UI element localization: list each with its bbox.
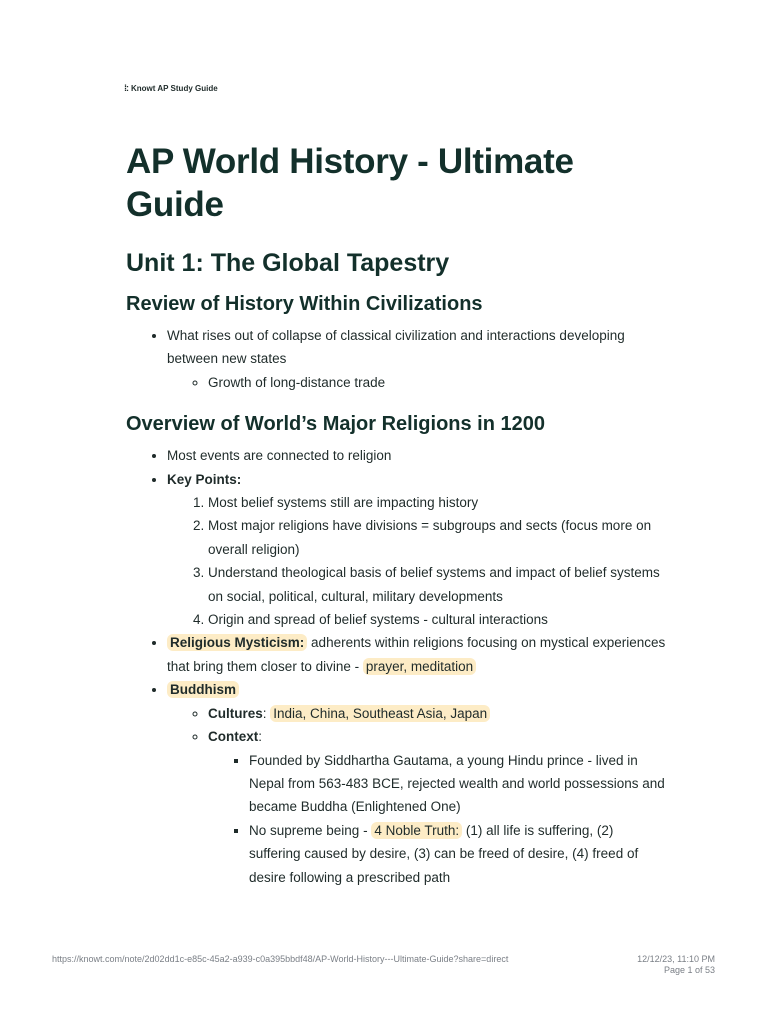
list-item: ◦ Growth of long-distance trade — [208, 371, 666, 394]
religions-list — [126, 444, 666, 889]
brand-label: Knowt AP Study Guide — [131, 83, 218, 93]
unit-heading: Unit 1: The Global Tapestry — [126, 249, 450, 277]
list-item: 4. Origin and spread of belief systems - cultural interactions — [208, 608, 666, 631]
cultures-value: India, China, Southeast Asia, Japan — [270, 705, 490, 722]
list-item: ▪ Founded by Siddhartha Gautama, a young Hindu prince - lived in Nepal from 563-483 BCE, rejected wealth and world possessions and became Buddha (Enlightened One) — [249, 749, 666, 819]
list-item — [167, 678, 666, 889]
buddhism-sublist — [167, 702, 666, 889]
knowt-logo-icon: ⁞: — [124, 83, 128, 93]
footer-datetime: 12/12/23, 11:10 PM — [637, 954, 715, 964]
review-sublist — [167, 371, 666, 394]
list-item: • Most events are connected to religion — [167, 444, 666, 467]
brand-header — [124, 83, 218, 93]
list-item: ▪ No supreme being - 4 Noble Truth: (1) all life is suffering, (2) suffering caused by desire, (3) can be freed of desire, (4) freed of desire following a prescribed path — [249, 819, 666, 889]
buddhism-label: Buddhism — [167, 681, 239, 698]
list-item — [167, 631, 666, 678]
list-item: 3. Understand theological basis of belief systems and impact of belief systems on social, political, cultural, military developments — [208, 561, 666, 608]
section-heading-religions: Overview of World’s Major Religions in 1200 — [126, 413, 546, 436]
noble-truth-highlight: 4 Noble Truth: — [371, 822, 462, 839]
list-item: ◦ Context: ▪ Founded by Siddhartha Gautama, a young Hindu prince - lived in Nepal from 563-483 BCE, rejected wealth and world possessions and became Buddha (Enlightened One) ▪ No supreme being - 4 Noble Truth: (1) all life is suffering, (2) suffering caused by desire, (3) can be freed of desire, (4) freed of desire following a prescribed path — [208, 725, 666, 889]
list-item: ◦ Cultures: India, China, Southeast Asia, Japan — [208, 702, 666, 725]
mysticism-highlight: prayer, meditation — [363, 658, 476, 675]
document-content — [126, 140, 666, 889]
list-item: • What rises out of collapse of classical civilization and interactions developing between new states ◦ Growth of long-distance trade — [167, 324, 666, 394]
list-item — [167, 468, 666, 632]
page-title: AP World History - Ultimate Guide — [126, 142, 574, 224]
mysticism-term: Religious Mysticism: — [167, 634, 307, 651]
key-points-list — [167, 491, 666, 631]
mysticism-text: adherents within religions focusing on mystical experiences that bring them closer to divine - — [167, 635, 666, 674]
context-sublist — [208, 749, 666, 889]
review-list — [126, 324, 666, 394]
list-item: 1. Most belief systems still are impacting history — [208, 491, 666, 514]
list-item: 2. Most major religions have divisions = subgroups and sects (focus more on overall religion) — [208, 514, 666, 561]
section-heading-review: Review of History Within Civilizations — [126, 293, 483, 315]
context-label: Context — [208, 729, 259, 745]
footer-meta — [637, 954, 715, 976]
key-points-label: Key Points: — [167, 471, 242, 487]
footer-page-number: Page 1 of 53 — [663, 965, 715, 975]
footer-url: https://knowt.com/note/2d02dd1c-e85c-45a2-a939-c0a395bbdf48/AP-World-History---Ultimate-Guide?share=direct — [52, 954, 509, 964]
cultures-label: Cultures — [208, 705, 263, 721]
